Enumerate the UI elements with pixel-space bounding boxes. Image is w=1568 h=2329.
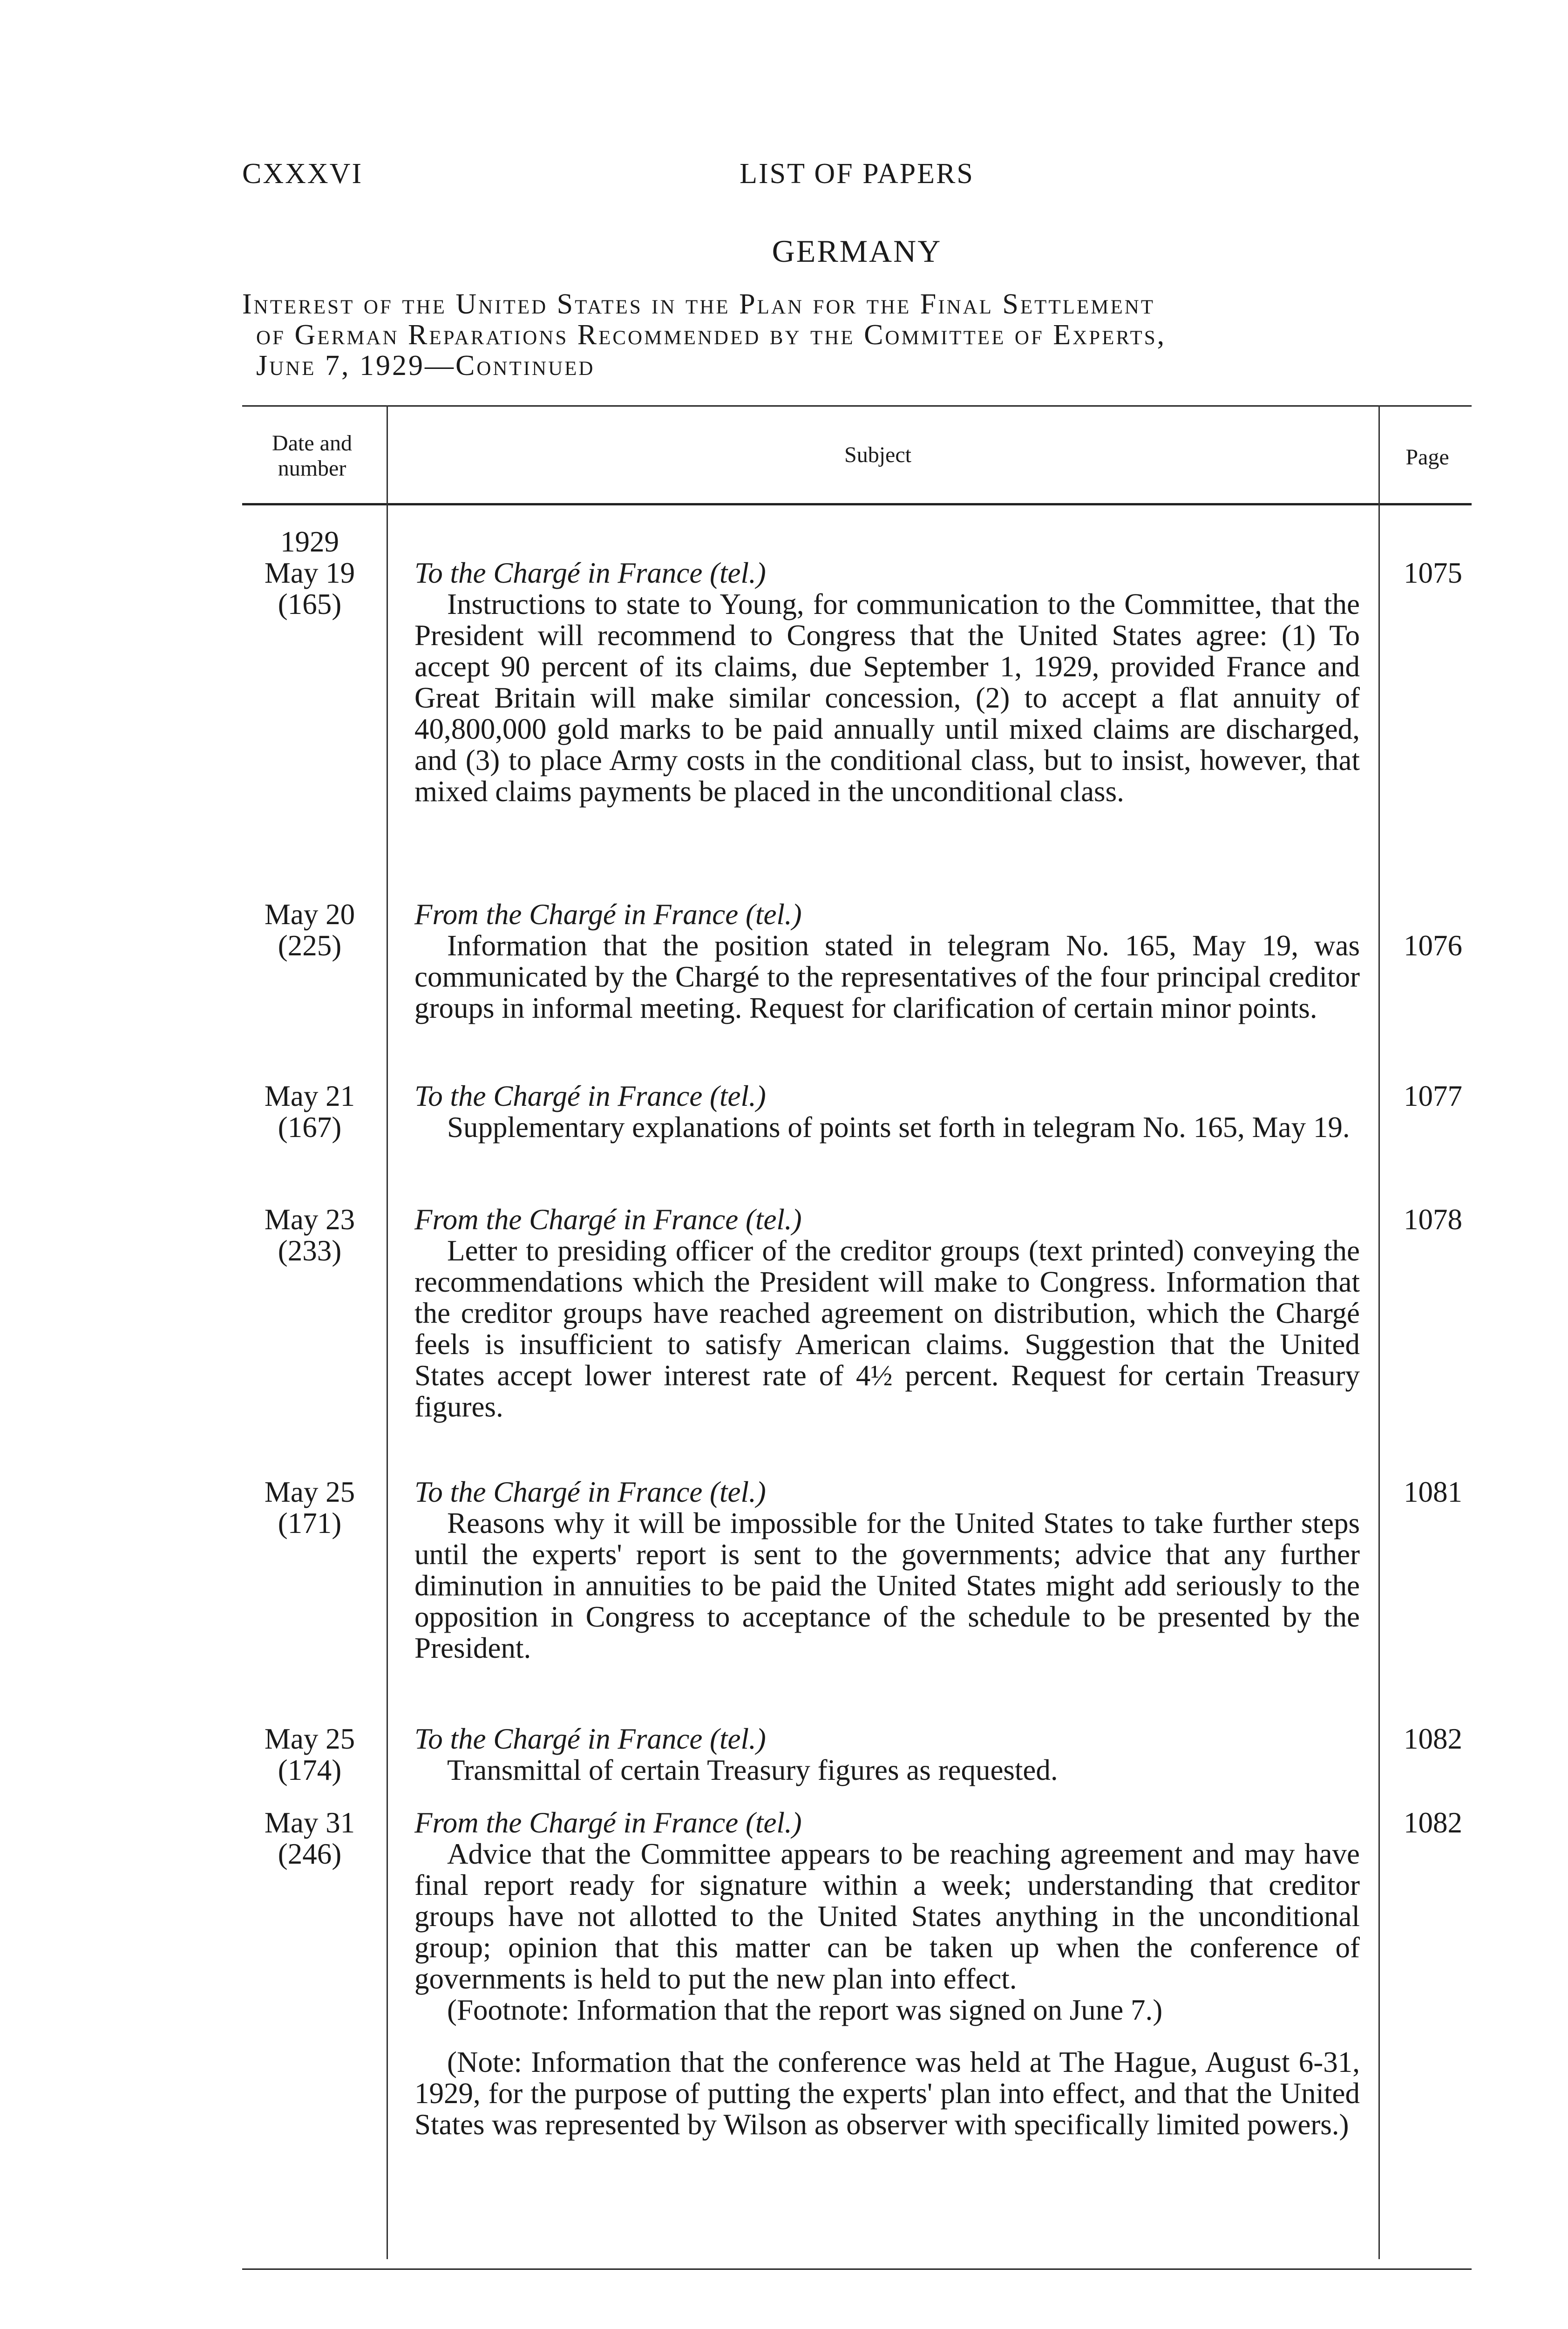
row-date — [242, 1807, 377, 1870]
row-number: (174) — [278, 1754, 342, 1786]
row-date — [242, 1723, 377, 1786]
page-number: CXXXVI — [242, 158, 363, 190]
row-page: 1077 — [1404, 1080, 1462, 1112]
page-header — [242, 157, 1472, 195]
subsection-title-line-1: Interest of the United States in the Plan for the Final Settlement — [242, 288, 1155, 320]
column-divider-page — [1378, 405, 1380, 2259]
row-date-text: May 25 — [264, 1476, 355, 1508]
row-page: 1082 — [1404, 1806, 1462, 1839]
row-heading: To the Chargé in France (tel.) — [414, 1723, 766, 1755]
row-note: (Note: Information that the conference was held at The Hague, August 6-31, 1929, for the purpose of putting the experts' plan into effect, and that the United States was represented by Wilson as observer with specifically limited powers.) — [414, 2046, 1360, 2141]
table-bottom-rule — [242, 2268, 1472, 2270]
year-label: 1929 — [280, 525, 339, 558]
row-number: (225) — [278, 929, 342, 962]
row-text: Letter to presiding officer of the creditor groups (text printed) conveying the recommendations which the President will make to Congress. Information that the creditor groups have reached agreement on distribution, which the Chargé feels is insufficient to satisfy American claims. Suggestion that the United States accept lower interest rate of 4½ percent. Request for certain Treasury figures. — [414, 1234, 1360, 1423]
row-footnote: (Footnote: Information that the report was signed on June 7.) — [447, 1994, 1163, 2026]
table-header-rule — [242, 503, 1472, 505]
row-text: Supplementary explanations of points set forth in telegram No. 165, May 19. — [447, 1111, 1350, 1144]
column-header-page: Page — [1405, 445, 1449, 470]
column-header-date-line-2: number — [278, 456, 346, 481]
row-date — [242, 1204, 377, 1267]
section-title: GERMANY — [772, 233, 942, 269]
row-page: 1082 — [1404, 1723, 1462, 1755]
row-date-text: May 21 — [264, 1080, 355, 1112]
row-text: Reasons why it will be impossible for the United States to take further steps until the experts' report is sent to the governments; advice that any further diminution in annuities to be paid the United States might add seriously to the opposition in Congress to acceptance of the schedule to be presented by the President. — [414, 1507, 1360, 1664]
row-date — [242, 1081, 377, 1143]
row-text: Information that the position stated in telegram No. 165, May 19, was communicated by the Chargé to the representatives of the four principal creditor groups in informal meeting. Request for clarification of certain minor points. — [414, 929, 1360, 1024]
column-header-date-line-1: Date and — [272, 431, 352, 456]
row-subject — [414, 1807, 1360, 2140]
row-text: Instructions to state to Young, for communication to the Committee, that the President will recommend to Congress that the United States agree: (1) To accept 90 percent of its claims, due September 1, 1929, provided France and Great Britain will make similar concession, (2) to accept a flat annuity of 40,800,000 gold marks to be paid annually until mixed claims are discharged, and (3) to place Army costs in the conditional class, but to insist, however, that mixed claims payments be placed in the unconditional class. — [414, 588, 1360, 808]
row-page: 1078 — [1404, 1203, 1462, 1236]
row-date-text: May 19 — [264, 557, 355, 589]
row-date — [242, 558, 377, 620]
row-text: Transmittal of certain Treasury figures as requested. — [447, 1754, 1058, 1786]
row-subject — [414, 558, 1360, 807]
subsection-title-line-3: June 7, 1929—Continued — [256, 350, 595, 381]
row-number: (167) — [278, 1111, 342, 1144]
row-number: (165) — [278, 588, 342, 620]
row-subject — [414, 1477, 1360, 1664]
subsection-title-line-2: of German Reparations Recommended by the Committee of Experts, — [256, 319, 1167, 351]
row-heading: From the Chargé in France (tel.) — [414, 1203, 802, 1236]
row-number: (233) — [278, 1234, 342, 1267]
row-subject — [414, 1204, 1360, 1423]
row-page: 1081 — [1404, 1476, 1462, 1508]
row-date-text: May 31 — [264, 1806, 355, 1839]
row-date-text: May 23 — [264, 1203, 355, 1236]
running-title: LIST OF PAPERS — [740, 158, 974, 190]
row-page: 1076 — [1404, 929, 1462, 962]
row-subject — [414, 1723, 1360, 1786]
row-date — [242, 899, 377, 961]
row-heading: To the Chargé in France (tel.) — [414, 1476, 766, 1508]
row-heading: From the Chargé in France (tel.) — [414, 898, 802, 931]
row-number: (246) — [278, 1838, 342, 1870]
row-heading: To the Chargé in France (tel.) — [414, 1080, 766, 1112]
subsection-title — [242, 289, 1472, 381]
row-date-text: May 20 — [264, 898, 355, 931]
row-subject — [414, 1081, 1360, 1143]
row-number: (171) — [278, 1507, 342, 1539]
column-divider-date — [387, 405, 388, 2259]
row-page: 1075 — [1404, 557, 1462, 589]
row-date — [242, 1477, 377, 1539]
column-header-date — [242, 431, 382, 481]
row-date-text: May 25 — [264, 1723, 355, 1755]
table-top-rule — [242, 405, 1472, 407]
row-text: Advice that the Committee appears to be reaching agreement and may have final report ready for signature within a week; understanding that creditor groups have not allotted to the United States anything in the unconditional group; opinion that this matter can be taken up when the conference of governments is held to put the new plan into effect. — [414, 1838, 1360, 1995]
column-header-subject: Subject — [844, 443, 911, 467]
row-heading: From the Chargé in France (tel.) — [414, 1806, 802, 1839]
row-heading: To the Chargé in France (tel.) — [414, 557, 766, 589]
row-subject — [414, 899, 1360, 1024]
